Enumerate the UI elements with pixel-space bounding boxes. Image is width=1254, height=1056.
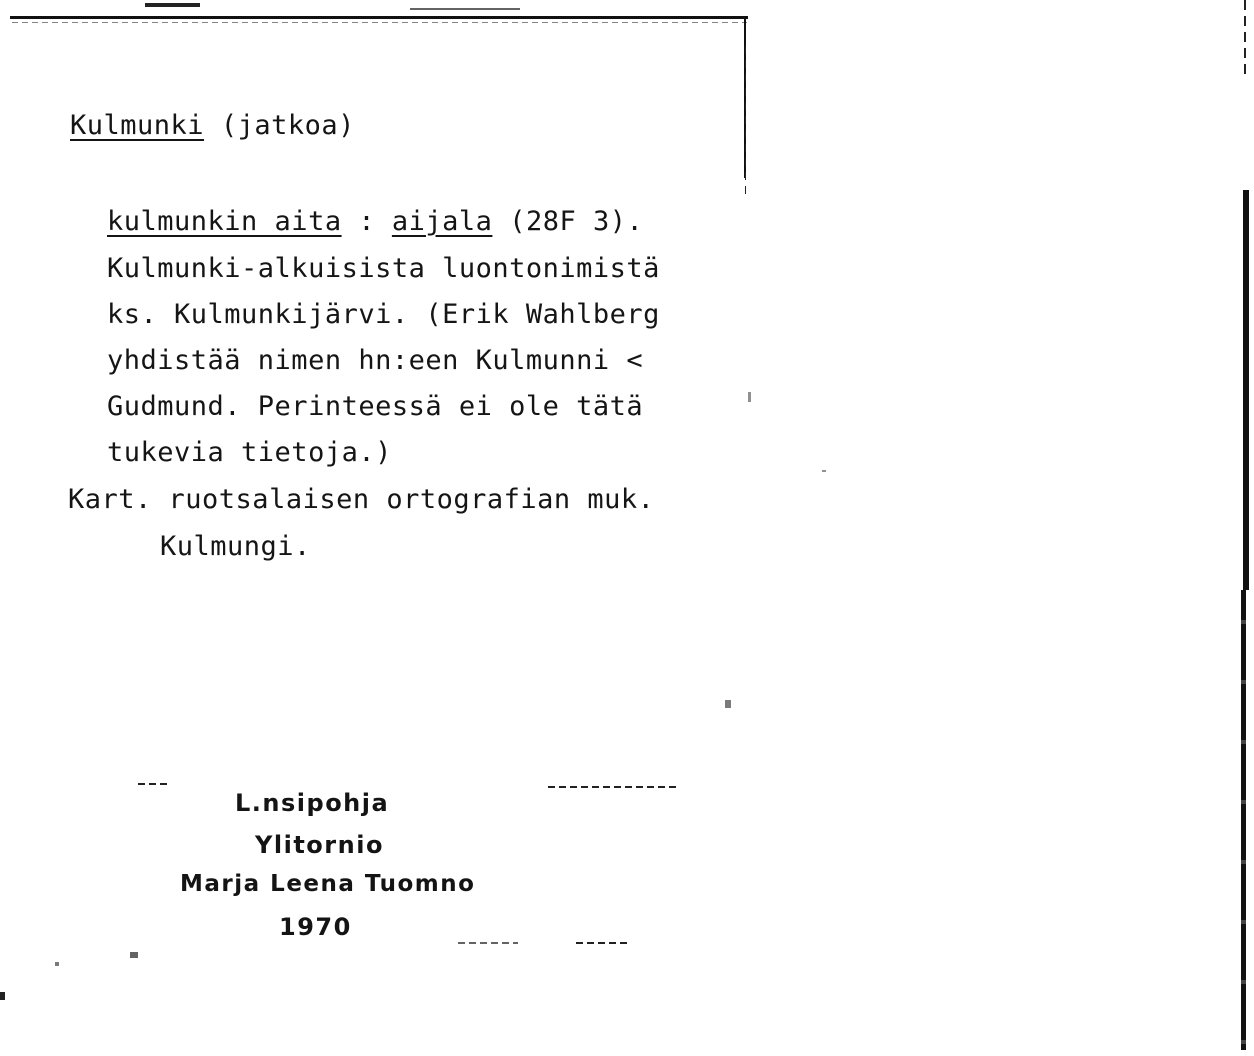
entry-reference: (28F 3). xyxy=(509,206,644,237)
scan-speck xyxy=(130,952,138,958)
kart-note: Kart. ruotsalaisen ortografian muk. xyxy=(68,484,655,515)
entry-head-line xyxy=(107,208,643,235)
scan-speck xyxy=(55,962,59,966)
stamp-collector: Marja Leena Tuomno xyxy=(180,871,476,897)
scan-dash xyxy=(458,942,518,944)
entry-term: kulmunkin aita xyxy=(107,206,342,237)
entry-line: Gudmund. Perinteessä ei ole tätä xyxy=(107,391,644,422)
entry-separator: : xyxy=(358,206,376,237)
heading-suffix: (jatkoa) xyxy=(220,110,355,141)
stamp-year: 1970 xyxy=(279,913,352,941)
scan-speck xyxy=(410,8,520,10)
card-top-edge-faint xyxy=(12,22,747,23)
kart-note-form: Kulmungi. xyxy=(160,531,311,562)
scan-dash xyxy=(138,783,170,785)
entry-line: tukevia tietoja.) xyxy=(107,437,392,468)
scan-border-right-lower xyxy=(1241,590,1246,1050)
card-top-edge xyxy=(10,16,748,19)
scan-dash xyxy=(548,786,676,788)
stamp-parish: Ylitornio xyxy=(255,831,384,859)
scan-speck xyxy=(748,392,751,402)
scan-speck xyxy=(0,992,5,1000)
card-right-edge-faint xyxy=(745,46,746,196)
entry-line: yhdistää nimen hn:een Kulmunni < xyxy=(107,345,644,376)
scan-dash xyxy=(576,942,630,944)
card-heading xyxy=(70,112,355,139)
scan-border-right xyxy=(1243,190,1249,590)
entry-line: Kulmunki-alkuisista luontonimistä xyxy=(107,253,660,284)
entry-line: ks. Kulmunkijärvi. (Erik Wahlberg xyxy=(107,299,660,330)
scan-speck xyxy=(145,3,200,7)
scan-speck xyxy=(725,700,731,708)
heading-word: Kulmunki xyxy=(70,110,205,141)
scan-speck xyxy=(822,470,826,472)
entry-category: aijala xyxy=(391,206,493,237)
scan-border-right-top xyxy=(1244,0,1246,80)
stamp-region: L.nsipohja xyxy=(235,789,390,817)
